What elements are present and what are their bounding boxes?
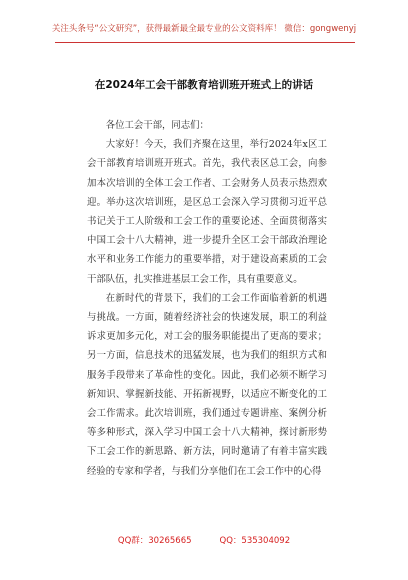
document-title: 在2024年工会干部教育培训班开班式上的讲话	[94, 79, 314, 91]
header-banner: 关注头条号“公文研究”，获得最新最全最专业的公文资料库！ 微信：gongwenyj	[51, 24, 357, 34]
paragraph-2: 在新时代的背景下，我们的工会工作面临着新的机遇与挑战。一方面，随着经济社会的快速发展，职工的利益诉求更加多元化，对工会的服务职能提出了更高的要求；另一方面，信息技术的迅猛发展，也为我们的组织方式和服务手段带来了革命性的变化。因此，我们必须不断学习新知识、掌握新技能、开拓新视野，以适应不断变化的工会工作需求。此次培训班，我们通过专题讲座、案例分析等多种形式，深入学习中国工会十八大精神，探讨新形势下工会工作的新思路、新方法，同时邀请了有着丰富实践经验的专家和学者，与我们分享他们在工会工作中的心得	[87, 292, 327, 477]
document-body	[87, 116, 327, 481]
footer-contact	[0, 534, 408, 546]
salutation: 各位工会干部，同志们：	[105, 120, 209, 131]
header-divider	[55, 42, 355, 43]
footer-qq-number: QQ：535304092	[219, 536, 291, 546]
paragraph-1: 大家好！今天，我们齐聚在这里，举行2024年x区工会干部教育培训班开班式。首先，我代表区总工会，向参加本次培训的全体工会工作者、工会财务人员表示热烈欢迎。举办这次培训班，是区总工会深入学习贯彻习近平总书记关于工人阶级和工会工作的重要论述、全面贯彻落实中国工会十八大精神，进一步提升全区工会干部政治理论水平和业务工作能力的重要举措，对于建设高素质的工会干部队伍，扎实推进基层工会工作，具有重要意义。	[87, 139, 327, 285]
footer-qq-group: QQ群：30265665	[117, 536, 192, 546]
